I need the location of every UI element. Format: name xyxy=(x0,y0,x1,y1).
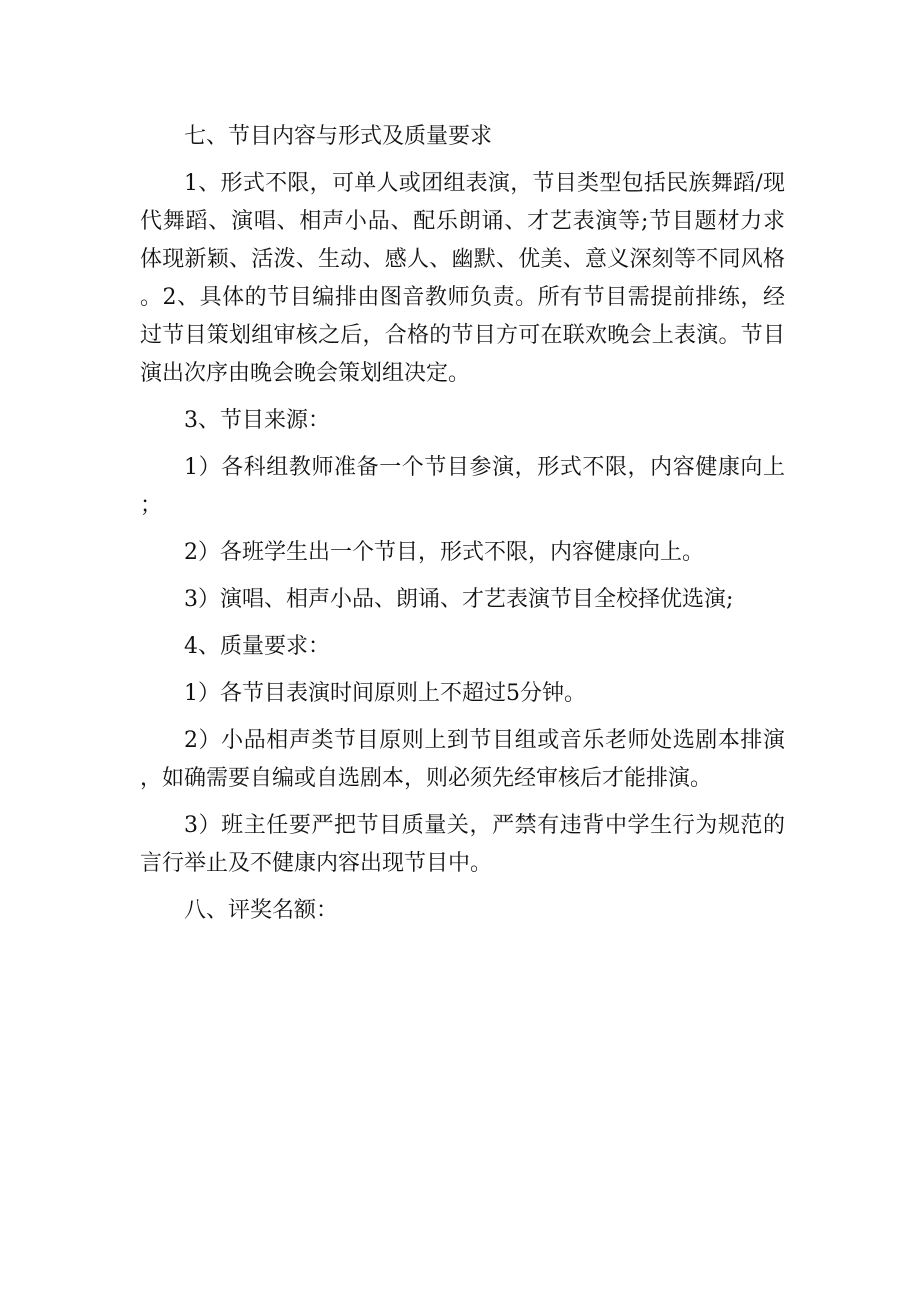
section-heading-awards: 八、评奖名额： xyxy=(184,898,339,923)
list-item-quality-control: 3）班主任要严把节目质量关，严禁有违背中学生行为规范的言行举止及不健康内容出现节目中。 xyxy=(140,813,785,876)
subheading-program-source: 3、节目来源： xyxy=(184,408,330,433)
list-item-class-programs: 2）各班学生出一个节目，形式不限，内容健康向上。 xyxy=(184,540,704,565)
list-item-time-limit: 1）各节目表演时间原则上不超过5分钟。 xyxy=(184,681,586,706)
subheading-quality-requirements: 4、质量要求： xyxy=(184,634,330,659)
document-body xyxy=(140,118,785,939)
list-item-script-selection: 2）小品相声类节目原则上到节目组或音乐老师处选剧本排演，如确需要自编或自选剧本，则必须先经审核后才能排演。 xyxy=(140,728,785,791)
list-item-teacher-programs: 1）各科组教师准备一个节目参演，形式不限，内容健康向上； xyxy=(140,455,785,518)
list-item-selection: 3）演唱、相声小品、朗诵、才艺表演节目全校择优选演; xyxy=(184,587,734,612)
paragraph-format-and-arrangement: 1、形式不限，可单人或团组表演，节目类型包括民族舞蹈/现代舞蹈、演唱、相声小品、配乐朗诵、才艺表演等;节目题材力求体现新颖、活泼、生动、感人、幽默、优美、意义深刻等不同风格。2、具体的节目编排由图音教师负责。所有节目需提前排练，经过节目策划组审核之后，合格的节目方可在联欢晚会上表演。节目演出次序由晚会晚会策划组决定。 xyxy=(140,171,785,386)
section-heading-program-content: 七、节目内容与形式及质量要求 xyxy=(184,124,493,149)
